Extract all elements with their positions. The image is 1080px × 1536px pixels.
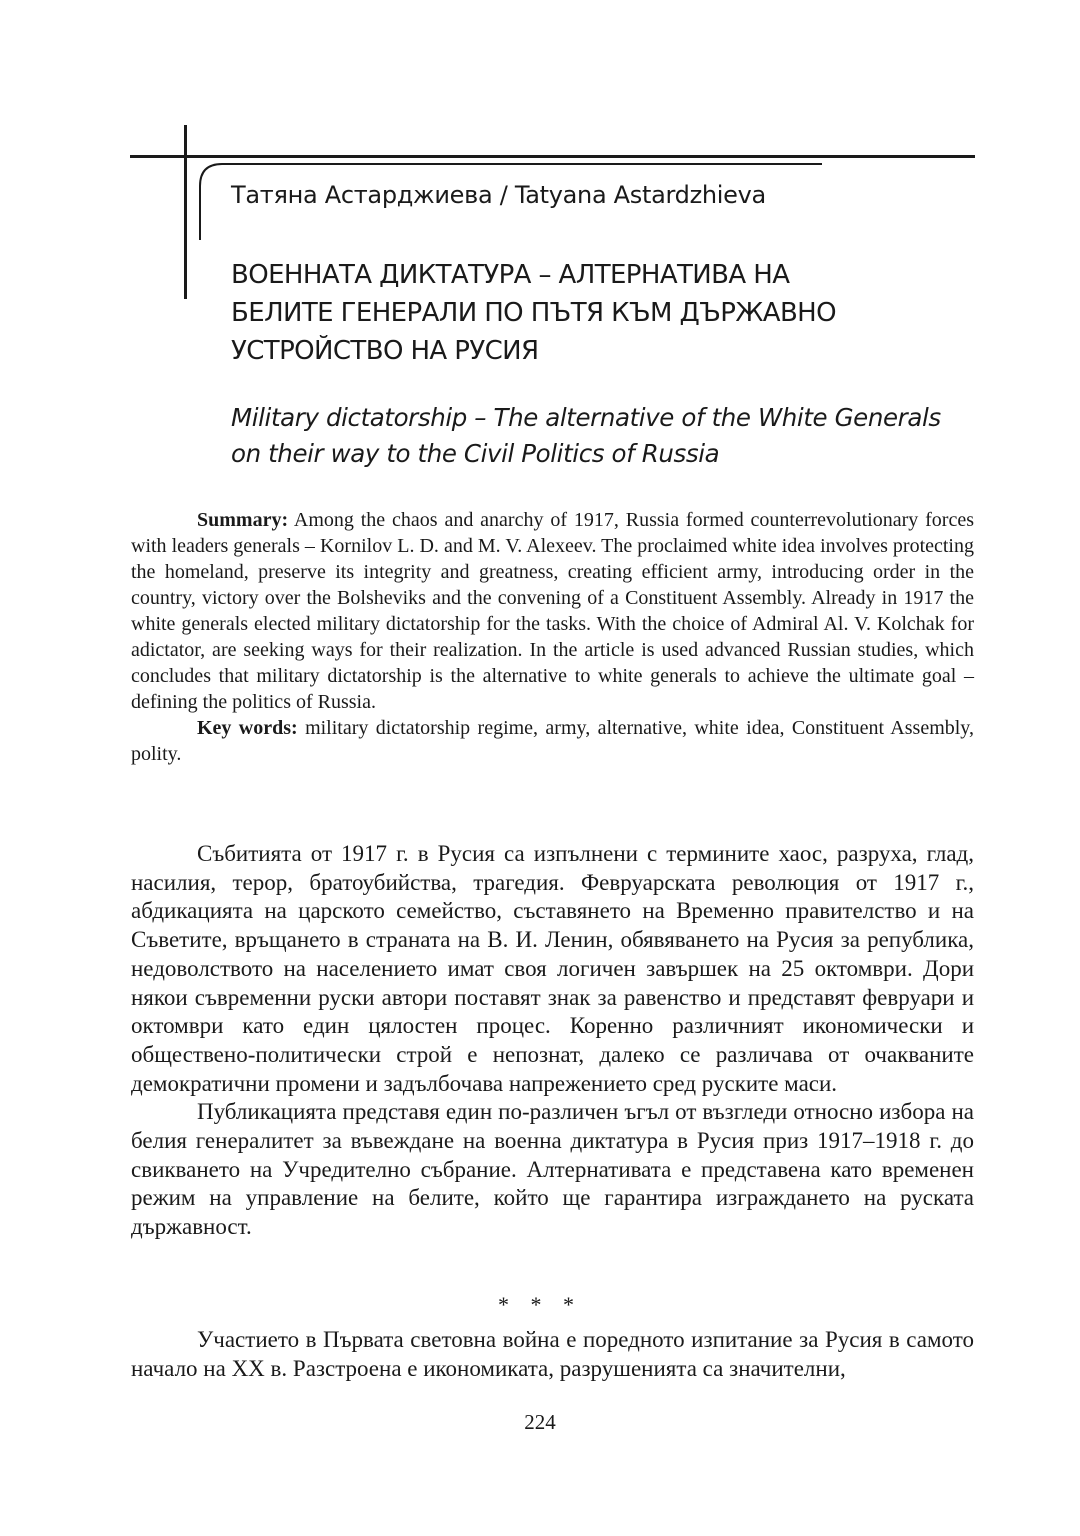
summary-text: Among the chaos and anarchy of 1917, Russia formed counterrevolutionary forces with leaders generals – Kornilov L. D. and M. V. Alexeev. The proclaimed white idea involves protecting the homeland, preserve its integrity and greatness, creating efficient army, introducing order in the country, victory over the Bolsheviks and the convening of a Constituent Assembly. Already in 1917 the white generals elected military dictatorship for the tasks. With the choice of Admiral Al. V. Kolchak for adictator, are seeking ways for their realization. In the article is used advanced Russian studies, which concludes that military dictatorship is the alternative to white generals to achieve the ultimate goal – defining the politics of Russia. [131, 509, 974, 713]
article-body [131, 840, 974, 1242]
summary-paragraph [131, 507, 974, 715]
title-bg-line: ВОЕННАТА ДИКТАТУРА – АЛТЕРНАТИВА НА [231, 260, 790, 290]
title-bg-line: УСТРОЙСТВО НА РУСИЯ [231, 336, 539, 366]
author-line: Татяна Астарджиева / Tatyana Astardzhieva [231, 181, 766, 209]
article-title-english [231, 400, 1011, 472]
body-paragraph: Събитията от 1917 г. в Русия са изпълнени с термините хаос, разруха, глад, насилия, терор, братоубийства, трагедия. Февруарската революция от 1917 г., абдикацията на царското семейство, съставянето на Временно правителство и на Съветите, връщането в страната на В. И. Ленин, обявяването на Русия за република, недоволството на населението имат своя логичен завършек на 25 октомври. Дори някои съвременни руски автори поставят знак за равенство и представят февруари и октомври като един цялостен процес. Коренно различният икономически и обществено-политически строй е непознат, далеко се различава от очакваните демократични промени и задълбочава напрежението сред руските маси. [131, 841, 974, 1096]
keywords-text: military dictatorship regime, army, alternative, white idea, Constituent Assembly, polity. [131, 717, 975, 765]
title-en-line: on their way to the Civil Politics of Russia [231, 439, 720, 468]
keywords-paragraph [131, 715, 974, 767]
body-paragraph: Участието в Първата световна война е поредното изпитание за Русия в самото начало на ХХ в. Разстроена е икономиката, разрушенията са значителни, [131, 1327, 974, 1381]
decorative-vertical-rule [184, 125, 187, 299]
keywords-label: Key words: [197, 717, 298, 739]
article-body-continued [131, 1325, 974, 1383]
title-en-line: Military dictatorship – The alternative of the White Generals [231, 403, 941, 432]
decorative-horizontal-rule [130, 155, 975, 158]
abstract-block [131, 507, 974, 767]
summary-label: Summary: [197, 509, 289, 531]
section-separator: * * * [498, 1292, 582, 1317]
page-number: 224 [524, 1410, 556, 1434]
body-paragraph: Публикацията представя един по-различен ъгъл от възгледи относно избора на белия генералитет за въвеждане на военна диктатура в Русия приз 1917–1918 г. до свикването на Учредително събрание. Алтернативата е представена като временен режим на управление на белите, който ще гарантира изграждането на руската държавност. [131, 1099, 974, 1240]
title-bg-line: БЕЛИТЕ ГЕНЕРАЛИ ПО ПЪТЯ КЪМ ДЪРЖАВНО [231, 298, 837, 328]
article-title-bulgarian [231, 256, 991, 370]
